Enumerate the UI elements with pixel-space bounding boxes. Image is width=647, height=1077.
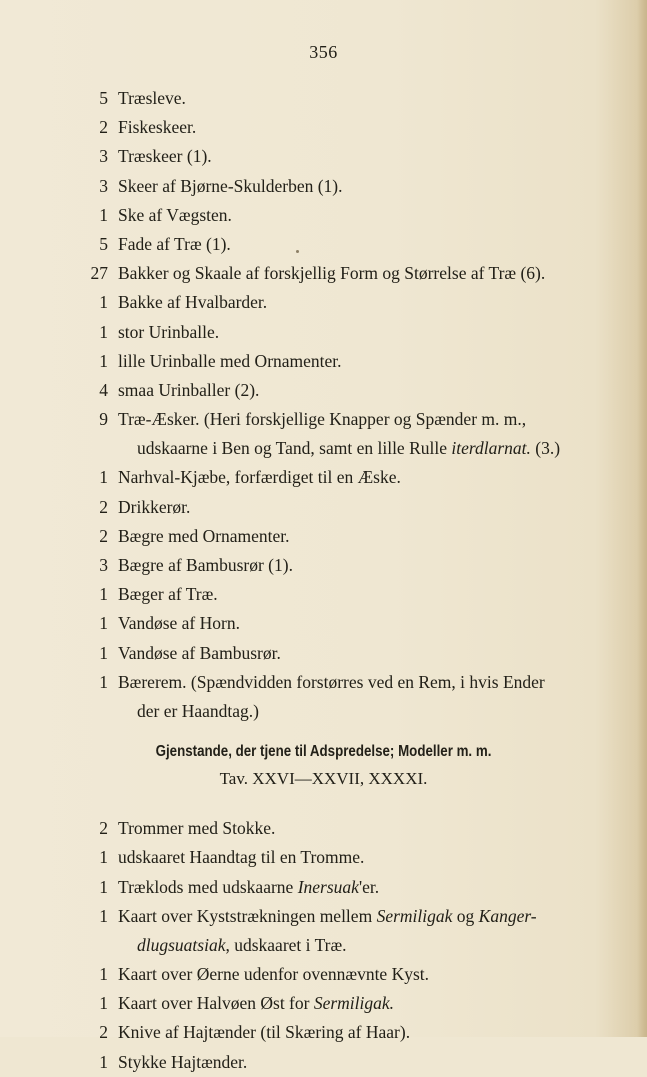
list-item (0, 1048, 647, 1077)
item-count: 1 (99, 1051, 108, 1072)
item-description: Bærerem. (Spændvidden forstørres ved en Rem, i hvis Ender (118, 671, 545, 692)
item-description: Knive af Hajtænder (til Skæring af Haar). (118, 1022, 411, 1043)
item-description: Fiskeskeer. (118, 117, 197, 138)
list-item (0, 873, 647, 902)
item-count: 2 (99, 525, 108, 546)
item-description: Bægre med Ornamenter. (118, 525, 290, 546)
item-description: Stykke Hajtænder. (118, 1051, 248, 1072)
list-item (0, 580, 647, 609)
list-item (0, 843, 647, 872)
inventory-list (0, 84, 647, 1077)
item-description-continued: der er Haandtag.) (137, 700, 259, 721)
item-description: Bægre af Bambusrør (1). (118, 555, 293, 576)
item-description (118, 989, 394, 1018)
item-count: 1 (99, 876, 108, 897)
list-item (0, 960, 647, 989)
item-count: 1 (99, 847, 108, 868)
section-title: Gjenstande, der tjene til Adspredelse; Modeller m. m. (155, 743, 492, 761)
item-description: Bæger af Træ. (118, 584, 218, 605)
text-run: 'er. (358, 876, 380, 897)
italic-term: Kanger- (478, 905, 537, 926)
list-item (0, 668, 647, 726)
item-description: Narhval-Kjæbe, forfærdiget til en Æske. (118, 467, 401, 488)
italic-term: dlugsuatsiak (137, 934, 226, 955)
item-description (118, 873, 379, 902)
list-item (0, 288, 647, 317)
list-item (0, 201, 647, 230)
list-item (0, 84, 647, 113)
list-item (0, 347, 647, 376)
item-description: lille Urinballe med Ornamenter. (118, 350, 342, 371)
item-description: Vandøse af Horn. (118, 613, 240, 634)
list-item (0, 609, 647, 638)
item-count: 27 (90, 263, 108, 284)
item-description: Bakke af Hvalbarder. (118, 292, 268, 313)
item-description: Skeer af Bjørne-Skulderben (1). (118, 175, 343, 196)
item-description: Bakker og Skaale af forskjellig Form og Størrelse af Træ (6). (118, 263, 546, 284)
item-description: Kaart over Øerne udenfor ovennævnte Kyst. (118, 964, 430, 985)
plate-reference: Tav. XXVI—XXVII, XXXXI. (219, 769, 428, 789)
item-count: 9 (99, 409, 108, 430)
item-count: 3 (99, 555, 108, 576)
item-count: 2 (99, 496, 108, 517)
item-count: 1 (99, 993, 108, 1014)
item-count: 2 (99, 117, 108, 138)
list-item (0, 230, 647, 259)
item-description: Drikkerør. (118, 496, 191, 517)
list-item (0, 463, 647, 492)
list-item (0, 551, 647, 580)
item-count: 1 (99, 204, 108, 225)
item-description (118, 902, 537, 931)
list-item (0, 522, 647, 551)
list-item (0, 113, 647, 142)
italic-term: iterdlarnat. (451, 438, 531, 459)
item-count: 5 (99, 88, 108, 108)
list-item (0, 814, 647, 843)
italic-term: Sermiligak. (313, 993, 395, 1014)
list-item (0, 902, 647, 960)
text-run: Kaart over Kyststrækningen mellem (118, 905, 377, 926)
item-count: 1 (99, 321, 108, 342)
list-item (0, 172, 647, 201)
list-item (0, 493, 647, 522)
item-count: 1 (99, 964, 108, 985)
text-run: , udskaaret i Træ. (225, 934, 347, 955)
item-count: 1 (99, 613, 108, 634)
item-count: 3 (99, 175, 108, 196)
item-description: udskaaret Haandtag til en Tromme. (118, 847, 365, 868)
list-item (0, 318, 647, 347)
item-description: smaa Urinballer (2). (118, 379, 260, 400)
italic-term: Sermiligak (376, 905, 453, 926)
text-run: Træklods med udskaarne (118, 876, 298, 897)
item-description: Ske af Vægsten. (118, 204, 232, 225)
list-item (0, 639, 647, 668)
item-description: Fade af Træ (1). (118, 233, 231, 254)
list-item (0, 405, 647, 463)
item-count: 1 (99, 584, 108, 605)
list-item (0, 259, 647, 288)
item-count: 1 (99, 905, 108, 926)
item-count: 1 (99, 642, 108, 663)
list-item (0, 142, 647, 171)
list-item (0, 1018, 647, 1047)
text-run: (3.) (530, 438, 561, 459)
item-description: Træsleve. (118, 88, 186, 108)
item-description: Træ-Æsker. (Heri forskjellige Knapper og Spænder m. m., (118, 409, 527, 430)
item-description-continued (137, 434, 560, 463)
text-run: og (452, 905, 479, 926)
item-description: Træskeer (1). (118, 146, 212, 167)
text-run: Kaart over Halvøen Øst for (118, 993, 314, 1014)
item-count: 2 (99, 818, 108, 839)
item-description: Trommer med Stokke. (118, 818, 276, 839)
text-run: udskaarne i Ben og Tand, samt en lille Rulle (137, 438, 452, 459)
item-count: 1 (99, 292, 108, 313)
list-item (0, 376, 647, 405)
section-header (0, 740, 647, 814)
item-count: 3 (99, 146, 108, 167)
item-count: 1 (99, 467, 108, 488)
item-description-continued (137, 931, 347, 960)
item-count: 4 (99, 379, 108, 400)
item-count: 1 (99, 350, 108, 371)
item-description: stor Urinballe. (118, 321, 220, 342)
list-item (0, 989, 647, 1018)
item-count: 5 (99, 233, 108, 254)
page-number: 356 (309, 42, 338, 62)
italic-term: Inersuak (297, 876, 359, 897)
item-count: 2 (99, 1022, 108, 1043)
item-count: 1 (99, 671, 108, 692)
item-description: Vandøse af Bambusrør. (118, 642, 281, 663)
